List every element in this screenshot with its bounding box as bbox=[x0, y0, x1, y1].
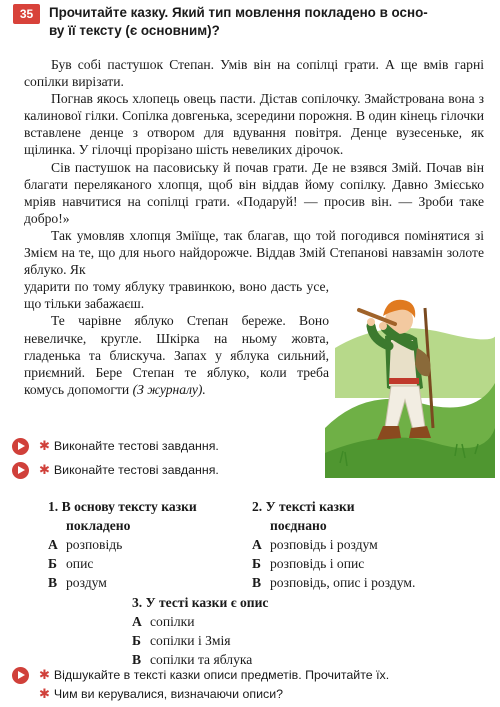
question-2-option-a[interactable] bbox=[252, 535, 497, 554]
option-text: роздум bbox=[66, 575, 107, 590]
test-question-1 bbox=[48, 497, 248, 592]
red-arrow-icon bbox=[12, 438, 29, 455]
question-2-option-b[interactable] bbox=[252, 554, 497, 573]
question-2-option-c[interactable] bbox=[252, 573, 497, 592]
bottom-task-text-1: Відшукайте в тексті казки описи предметів. Прочитайте їх. bbox=[53, 668, 390, 682]
story-paragraph-5 bbox=[24, 312, 329, 397]
task-heading bbox=[49, 4, 489, 40]
option-letter: В bbox=[132, 652, 142, 667]
story-source: (З журналу). bbox=[132, 381, 206, 397]
test-question-2 bbox=[252, 497, 497, 592]
option-text: опис bbox=[66, 556, 94, 571]
instruction-line-2 bbox=[12, 461, 492, 479]
option-letter: А bbox=[132, 614, 142, 629]
story-paragraph-3: Сів пастушок на пасовиську й почав грати. Де не взявся Змій. Почав він благати переляканого хлопця, щоб він віддав йому сопілку. Давно Змієсько мріяв навчитися на сопілці грати. «Подаруй! — просив він. — Зроби таке добро!» bbox=[24, 159, 484, 226]
question-1-number: 1. bbox=[48, 499, 59, 514]
story-paragraph-4-continued: ударити по тому яблуку травинкою, воно дасть усе, що тільки забажаєш. bbox=[24, 279, 329, 312]
question-1-option-b[interactable] bbox=[48, 554, 248, 573]
red-arrow-icon bbox=[12, 667, 29, 684]
story-paragraph-4: Так умовляв хлопця Зміїще, так благав, що той погодився помінятися зі Змієм на те, що для нього найдорожче. Віддав Змій Степанові навзамін золоте яблуко. Як bbox=[24, 227, 484, 278]
option-letter: В bbox=[252, 575, 262, 590]
question-1-title-line-1: В основу тексту казки bbox=[61, 499, 197, 514]
story-paragraph-5-text: Те чарівне яблуко Степан береже. Воно невеличке, кругле. Шкірка на ньому жовта, гладенька та блискуча. Запах у яблука сильний, приємний. Бере Степан те яблуко, коли треба комусь допомогти bbox=[24, 313, 329, 397]
instruction-line-1 bbox=[12, 437, 492, 455]
story-paragraph-2: Погнав якось хлопець овець пасти. Дістав сопілочку. Змайстрована вона з калинової гілки. Сопілка довгенька, зсередини порожня. В один кінець гілочки вставлене денце з отвором для вдування повітря. Денце вузесеньке, як щілинка. У гілочці прорізано шість невеликих дірочок. bbox=[24, 91, 484, 158]
question-1-option-c[interactable] bbox=[48, 573, 248, 592]
instruction-text-1: Виконайте тестові завдання. bbox=[53, 439, 219, 453]
task-line-2: ву її тексту (є основним)? bbox=[49, 23, 220, 38]
question-3-option-b[interactable] bbox=[132, 631, 362, 650]
question-3-title-line-1: У тесті казки є опис bbox=[145, 595, 269, 610]
option-text: сопілки та яблука bbox=[150, 652, 253, 667]
question-1-title bbox=[48, 497, 248, 535]
option-text: розповідь bbox=[66, 537, 123, 552]
instruction-text-2: Виконайте тестові завдання. bbox=[53, 463, 219, 477]
option-letter: А bbox=[252, 537, 262, 552]
task-line-1: Прочитайте казку. Який тип мовлення покладено в осно- bbox=[49, 5, 428, 20]
bottom-task-1 bbox=[12, 666, 492, 684]
option-letter: Б bbox=[48, 556, 57, 571]
bottom-task-2 bbox=[39, 685, 500, 703]
star-icon: ✱ bbox=[39, 438, 50, 453]
option-text: розповідь і роздум bbox=[270, 537, 378, 552]
question-3-number: 3. bbox=[132, 595, 143, 610]
question-2-title-line-1: У тексті казки bbox=[265, 499, 355, 514]
question-1-title-line-2: покладено bbox=[66, 518, 131, 533]
star-icon: ✱ bbox=[39, 462, 50, 477]
option-letter: В bbox=[48, 575, 58, 590]
question-3-title bbox=[132, 593, 362, 612]
option-text: сопілки bbox=[150, 614, 195, 629]
story-paragraph-1: Був собі пастушок Степан. Умів він на сопілці грати. А ще вмів гарні сопілки вирізати. bbox=[24, 57, 484, 90]
option-text: сопілки і Змія bbox=[150, 633, 231, 648]
question-1-option-a[interactable] bbox=[48, 535, 248, 554]
question-2-title bbox=[252, 497, 497, 535]
star-icon: ✱ bbox=[39, 686, 50, 701]
option-letter: Б bbox=[252, 556, 261, 571]
option-text: розповідь, опис і роздум. bbox=[270, 575, 416, 590]
option-text: розповідь і опис bbox=[270, 556, 365, 571]
question-2-number: 2. bbox=[252, 499, 263, 514]
bottom-task-text-2: Чим ви керувалися, визначаючи описи? bbox=[53, 687, 284, 701]
red-arrow-icon bbox=[12, 462, 29, 479]
exercise-number: 35 bbox=[13, 4, 40, 24]
star-icon: ✱ bbox=[39, 667, 50, 682]
question-2-title-line-2: поєднано bbox=[270, 518, 327, 533]
option-letter: Б bbox=[132, 633, 141, 648]
option-letter: А bbox=[48, 537, 58, 552]
question-3-option-a[interactable] bbox=[132, 612, 362, 631]
test-question-3 bbox=[132, 593, 362, 669]
